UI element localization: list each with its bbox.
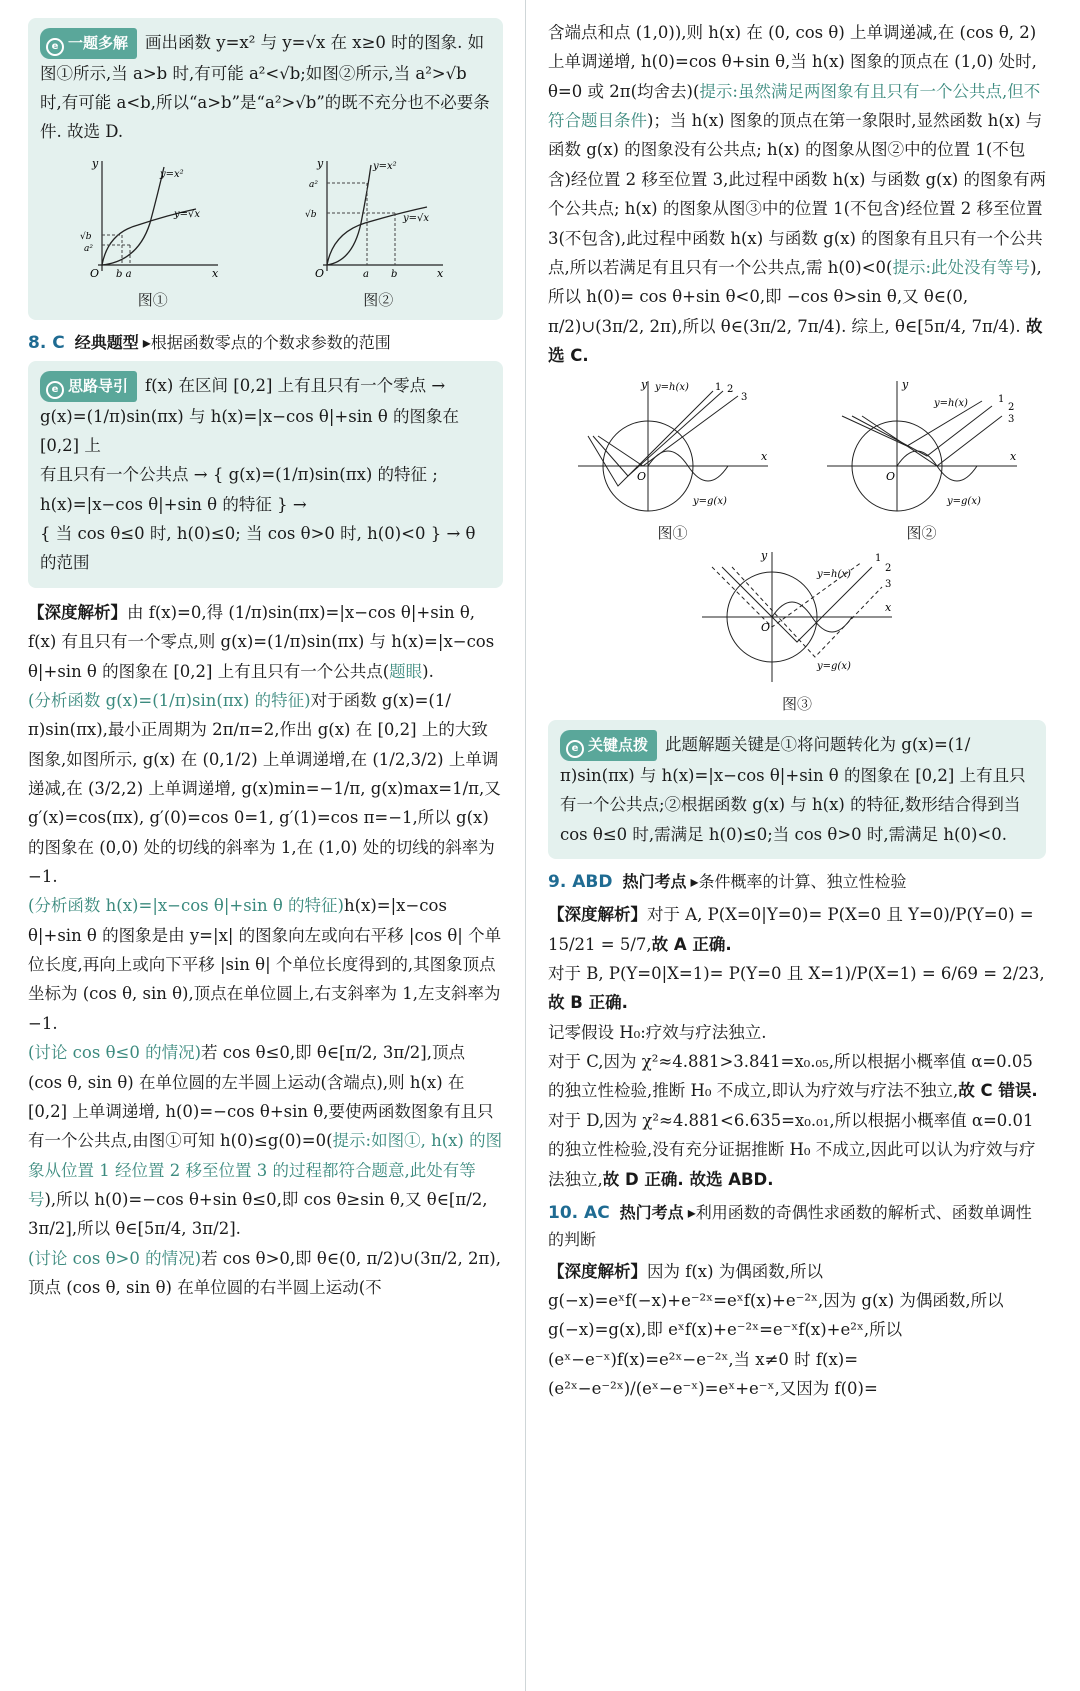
analysis-paragraph-4: (讨论 cos θ≤0 的情况)若 cos θ≤0,即 θ∈[π/2, 3π/2],顶点 (cos θ, sin θ) 在单位圆的左半圆上运动(含端点),则 h(x) 在 [0,2] 上单调递增, h(0)=−cos θ+sin θ,要使两函数图象有且只有一个公共点,由图①可知 h(0)≤g(0)=0(提示:如图①, h(x) 的图象从位置 1 经位置 2 移至位置 3 的过程都符合题意,此处有等号),所以 h(0)=−cos θ+sin θ≤0,即 cos θ≥sin θ,又 θ∈[π/2, 3π/2],所以 θ∈[5π/4, 3π/2].: [28, 1043, 503, 1239]
svg-text:y=h(x): y=h(x): [817, 569, 851, 581]
question-10-header: [548, 1200, 1046, 1253]
label-x: x: [437, 266, 444, 280]
svg-text:1: 1: [997, 394, 1004, 406]
guide-line-2: g(x)=(1/π)sin(πx) 与 h(x)=|x−cos θ|+sin θ 的图象在 [0,2] 上: [40, 406, 460, 455]
svg-text:2: 2: [1007, 402, 1014, 414]
question-9-number: 9. ABD: [548, 872, 613, 893]
svg-text:y=g(x): y=g(x): [946, 496, 981, 508]
svg-text:y=g(x): y=g(x): [817, 661, 851, 673]
label-sqrt-b: √b: [305, 209, 317, 220]
svg-text:O: O: [636, 470, 646, 484]
circle-figure-3-caption: 图③: [781, 695, 812, 714]
h-position-3: [732, 567, 882, 657]
question-10-number: 10. AC: [548, 1202, 610, 1223]
h-position-2: [852, 406, 992, 456]
svg-text:x: x: [1009, 450, 1016, 464]
label-sqrt-b: √b: [79, 231, 92, 242]
label-y: y: [317, 156, 324, 170]
figure-1-graph: [78, 153, 228, 283]
q9-hypothesis: 记零假设 H₀:疗效与疗法独立.: [548, 1022, 767, 1042]
triangle-icon: ▸: [687, 1202, 696, 1222]
svg-text:x: x: [760, 450, 767, 464]
thinking-guide-tag: e 思路导引: [40, 371, 137, 402]
analysis-paragraph-1: 【深度解析】由 f(x)=0,得 (1/π)sin(πx)=|x−cos θ|+sin θ, f(x) 有且只有一个零点,则 g(x)=(1/π)sin(πx) 与 h(x)=|x−cos θ|+sin θ 的图象在 [0,2] 上有且只有一个公共点(题眼).: [28, 602, 495, 681]
key-point-tag: e 关键点拨: [560, 730, 657, 761]
curve-x-squared: [327, 165, 371, 265]
svg-text:y: y: [640, 378, 647, 392]
left-column: [28, 18, 503, 1302]
label-a: a: [363, 268, 370, 280]
analysis-paragraph-5: (讨论 cos θ>0 的情况)若 cos θ>0,即 θ∈(0, π/2)∪(3π/2, 2π),顶点 (cos θ, sin θ) 在单位圆的右半圆上运动(不: [28, 1248, 501, 1298]
label-x: x: [211, 266, 218, 280]
svg-text:y=h(x): y=h(x): [654, 382, 689, 394]
column-divider: [525, 0, 526, 1691]
question-10-topic: 利用函数的奇偶性求函数的解析式、函数单调性的判断: [548, 1202, 1032, 1250]
svg-text:1: 1: [875, 553, 882, 565]
q10-analysis: 【深度解析】因为 f(x) 为偶函数,所以 g(−x)=eˣf(−x)+e⁻²ˣ=eˣf(x)+e⁻²ˣ,因为 g(x) 为偶函数,所以 g(−x)=g(x),即 eˣf(x)+e⁻²ˣ=e⁻ˣf(x)+e²ˣ,所以 (eˣ−e⁻ˣ)f(x)=e²ˣ−e⁻²ˣ,当 x≠0 时 f(x)=(e²ˣ−e⁻²ˣ)/(eˣ−e⁻ˣ)=eˣ+e⁻ˣ,又因为 f(0)=: [548, 1261, 1004, 1399]
label-curve2: y=√x: [173, 208, 200, 220]
figure-2: [303, 153, 453, 310]
circle-figure-1-caption: 图①: [657, 524, 688, 543]
label-b: b: [391, 268, 398, 280]
question-10-type: 热门考点: [619, 1202, 684, 1222]
label-origin: O: [315, 266, 325, 280]
label-y: y: [91, 156, 98, 170]
label-curve2: y=√x: [403, 212, 430, 224]
label-curve1: y=x²: [159, 168, 184, 180]
figure-2-caption: 图②: [363, 290, 394, 309]
svg-text:1: 1: [714, 382, 721, 394]
figure-2-graph: [303, 153, 453, 283]
circle-figure-3: [548, 547, 1046, 714]
multi-solution-tag: e 一题多解: [40, 28, 137, 59]
continued-paragraph: 含端点和点 (1,0)),则 h(x) 在 (0, cos θ) 上单调递减,在 (cos θ, 2) 上单调递增, h(0)=cos θ+sin θ,当 h(x) 图象的顶点在 (1,0) 处时, θ=0 或 2π(均舍去)(提示:虽然满足两图象有且只有一个公共点,但不符合题目条件)；当 h(x) 图象的顶点在第一象限时,显然函数 h(x) 与函数 g(x) 的图象没有公共点; h(x) 的图象从图②中的位置 1(不包含)经位置 2 移至位置 3,此过程中函数 h(x) 与函数 g(x) 的图象有两个公共点; h(x) 的图象从图③中的位置 1(不包含)经位置 2 移至位置 3(不包含),此过程中函数 h(x) 与函数 g(x) 的图象有且只有一个公共点,所以若满足有且只有一个公共点,需 h(0)<0(提示:此处没有等号),所以 h(0)= cos θ+sin θ<0,即 −cos θ>sin θ,又 θ∈(0, π/2)∪(3π/2, 2π),所以 θ∈(3π/2, 7π/4). 综上, θ∈[5π/4, 7π/4). 故选 C.: [548, 23, 1046, 365]
question-8-header: [28, 330, 503, 357]
thinking-guide-box: [28, 361, 503, 588]
question-9-type: 热门考点: [622, 872, 687, 892]
figure-1: [78, 153, 228, 310]
key-point-box: [548, 720, 1046, 859]
svg-text:3: 3: [1007, 414, 1014, 426]
svg-text:O: O: [761, 621, 771, 635]
key-point-text: 此题解题关键是①将问题转化为 g(x)=(1/π)sin(πx) 与 h(x)=|x−cos θ|+sin θ 的图象在 [0,2] 上有且只有一个公共点;②根据函数 g(x) 与 h(x) 的特征,数形结合得到当 cos θ≤0 时,需满足 h(0)≤0;当 cos θ>0 时,需满足 h(0)<0.: [560, 735, 1026, 844]
multi-solution-text: 画出函数 y=x² 与 y=√x 在 x≥0 时的图象. 如图①所示,当 a>b 时,有可能 a²<√b;如图②所示,当 a²>√b 时,有可能 a<b,所以“a>b”是“a²>√b”的既不充分也不必要条件. 故选 D.: [40, 33, 490, 142]
q9-part-b: 对于 B, P(Y=0|X=1)= P(Y=0 且 X=1)/P(X=1) = 6/69 = 2/23,故 B 正确.: [548, 963, 1045, 1013]
label-curve1: y=x²: [373, 160, 397, 172]
circle-figure-1-graph: [573, 376, 773, 516]
circle-figure-2-caption: 图②: [906, 524, 937, 543]
svg-text:y: y: [761, 549, 768, 563]
svg-text:2: 2: [885, 563, 892, 575]
svg-text:3: 3: [885, 579, 892, 591]
circle-figure-2: [822, 376, 1022, 543]
tag-icon: e: [566, 740, 584, 758]
svg-text:x: x: [885, 601, 892, 615]
guide-line-1: f(x) 在区间 [0,2] 上有且只有一个零点 →: [145, 375, 446, 395]
label-b-a: b a: [115, 268, 132, 280]
q9-part-c: 对于 C,因为 χ²≈4.881>3.841=x₀.₀₅,所以根据小概率值 α=0.05 的独立性检验,推断 H₀ 不成立,即认为疗效与疗法不独立,故 C 错误.: [548, 1052, 1038, 1101]
multi-solution-box: [28, 18, 503, 320]
q9-part-a: 【深度解析】对于 A, P(X=0|Y=0)= P(X=0 且 Y=0)/P(Y=0) = 15/21 = 5/7,故 A 正确.: [548, 905, 1034, 954]
figure-1-caption: 图①: [137, 290, 168, 309]
analysis-paragraph-3: (分析函数 h(x)=|x−cos θ|+sin θ 的特征)h(x)=|x−cos θ|+sin θ 的图象是由 y=|x| 的图象向左或向右平移 |cos θ| 个单位长度,再向上或向下平移 |sin θ| 个单位长度得到的,其图象顶点坐标为 (cos θ, sin θ),顶点在单位圆上,右支斜率为 1,左支斜率为 −1.: [28, 896, 502, 1033]
tag-icon: e: [46, 381, 64, 399]
svg-text:y=h(x): y=h(x): [933, 398, 968, 410]
guide-line-4: { 当 cos θ≤0 时, h(0)≤0; 当 cos θ>0 时, h(0)<0 } → θ 的范围: [40, 524, 476, 573]
circle-figure-3-graph: [697, 547, 897, 687]
triangle-icon: ▸: [142, 332, 151, 352]
tag-icon: e: [46, 38, 64, 56]
question-9-header: [548, 869, 1046, 896]
h-position-2: [593, 391, 723, 476]
label-origin: O: [89, 266, 99, 280]
svg-text:O: O: [885, 470, 895, 484]
circle-figure-1: [573, 376, 773, 543]
svg-text:2: 2: [726, 384, 733, 396]
h-position-1: [588, 391, 713, 486]
unit-circle-figures: [548, 376, 1046, 543]
svg-text:3: 3: [740, 392, 747, 404]
question-8-type: 经典题型: [74, 332, 139, 352]
label-a2: a²: [83, 243, 93, 254]
figure-row-1: [40, 153, 491, 310]
q9-part-d: 对于 D,因为 χ²≈4.881<6.635=x₀.₀₁,所以根据小概率值 α=0.01 的独立性检验,没有充分证据推断 H₀ 不成立,因此可以认为疗效与疗法独立,故 D 正确. 故选 ABD.: [548, 1110, 1036, 1189]
curve-x-squared: [102, 167, 164, 265]
circle-figure-2-graph: [822, 376, 1022, 516]
question-8-topic: 根据函数零点的个数求参数的范围: [150, 332, 391, 352]
question-8-number: 8. C: [28, 332, 65, 353]
guide-line-3: 有且只有一个公共点 → { g(x)=(1/π)sin(πx) 的特征 ; h(x)=|x−cos θ|+sin θ 的特征 } →: [40, 465, 438, 514]
question-9-topic: 条件概率的计算、独立性检验: [698, 872, 907, 892]
svg-text:y=g(x): y=g(x): [692, 496, 727, 508]
right-column: [548, 18, 1046, 1403]
analysis-paragraph-2: (分析函数 g(x)=(1/π)sin(πx) 的特征)对于函数 g(x)=(1/π)sin(πx),最小正周期为 2π/π=2,作出 g(x) 在 [0,2] 上的大致图象,如图所示, g(x) 在 (0,1/2) 上单调递增,在 (1/2,3/2) 上单调递减,在 (3/2,2) 上单调递增, g(x)min=−1/π, g(x)max=1/π,又 g′(x)=cos(πx), g′(0)=cos 0=1, g′(1)=cos π=−1,所以 g(x) 的图象在 (0,0) 处的切线的斜率为 1,在 (1,0) 处的切线的斜率为 −1.: [28, 690, 501, 887]
svg-text:y: y: [901, 378, 908, 392]
triangle-icon: ▸: [690, 872, 699, 892]
label-a2: a²: [309, 179, 319, 190]
